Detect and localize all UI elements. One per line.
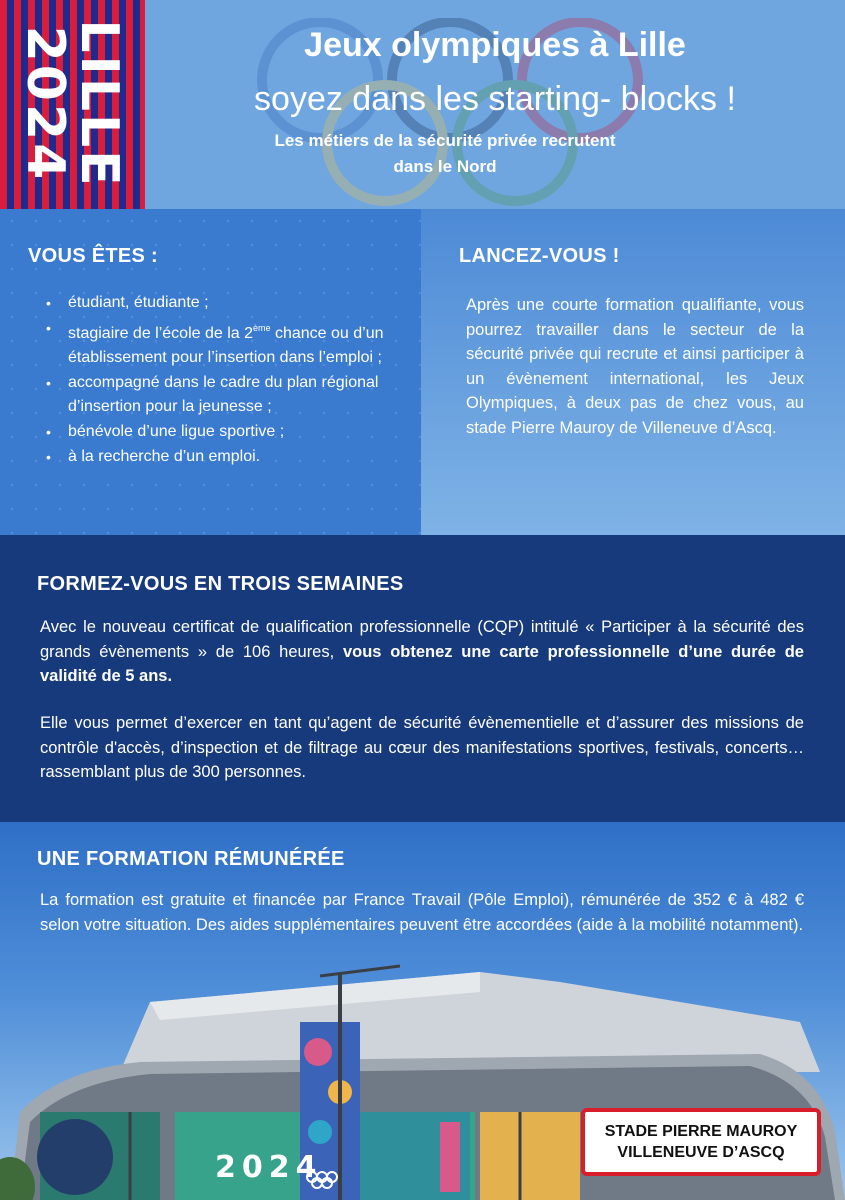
header-banner bbox=[0, 0, 845, 209]
list-item: • étudiant, étudiante ; bbox=[46, 291, 406, 315]
vous-etes-title: VOUS ÊTES : bbox=[28, 245, 158, 267]
stadium-banner-text: 2024 bbox=[215, 1150, 323, 1185]
lancez-vous-title: LANCEZ-VOUS ! bbox=[459, 245, 620, 267]
list-item: • accompagné dans le cadre du plan régional d’insertion pour la jeunesse ; bbox=[46, 371, 406, 419]
list-item-start: stagiaire de l’école de la 2 bbox=[68, 325, 254, 342]
subtitle-line-2: dans le Nord bbox=[393, 157, 497, 176]
logo-text bbox=[15, 19, 129, 189]
formez-vous-paragraph-1 bbox=[40, 615, 804, 689]
formez-vous-section bbox=[0, 535, 845, 822]
logo-line-2: 2024 bbox=[15, 25, 75, 183]
header-subtitle bbox=[145, 128, 745, 180]
list-item-sup: ème bbox=[253, 323, 271, 333]
list-item bbox=[46, 316, 406, 370]
vous-etes-list bbox=[46, 291, 406, 470]
paragraph-normal: Avec le nouveau certificat de qualification professionnelle (CQP) intitulé « Participer à la sécurité des grands évènements » de 106 heures, bbox=[40, 618, 804, 661]
formez-vous-paragraph-2: Elle vous permet d’exercer en tant qu’agent de sécurité évènementielle et d’assurer des missions de contrôle d'accès, d’inspection et de filtrage au cœur des manifestations sportives, festivals, concerts… rassemblant plus de 300 personnes. bbox=[40, 714, 804, 781]
subtitle-line-1: Les métiers de la sécurité privée recrutent bbox=[274, 131, 616, 150]
formez-vous-title: FORMEZ-VOUS EN TROIS SEMAINES bbox=[37, 573, 404, 595]
list-item: • à la recherche d’un emploi. bbox=[46, 445, 406, 469]
sign-line-2: VILLENEUVE D’ASCQ bbox=[617, 1144, 785, 1161]
sign-line-1: STADE PIERRE MAUROY bbox=[604, 1123, 798, 1140]
list-item-rest: chance ou d’un établissement pour l’insertion dans l’emploi ; bbox=[68, 325, 384, 366]
header-title: Jeux olympiques à Lille bbox=[304, 26, 686, 64]
lancez-vous-text: Après une courte formation qualifiante, vous pourrez travailler dans le secteur de la sécurité privée qui recrute et ainsi participer à un évènement international, les Jeux Olympiques, à deux pas de chez vous, au stade Pierre Mauroy de Villeneuve d’Ascq. bbox=[466, 296, 804, 437]
remuneree-text: La formation est gratuite et financée par France Travail (Pôle Emploi), rémunérée de 352 € à 482 € selon votre situation. Des aides supplémentaires peuvent être accordées (aide à la mobilité notamment). bbox=[40, 891, 804, 934]
vous-etes-panel bbox=[0, 209, 421, 535]
lancez-vous-panel bbox=[421, 209, 845, 535]
remuneree-title: UNE FORMATION RÉMUNÉRÉE bbox=[37, 848, 345, 870]
stadium-sign bbox=[581, 1108, 821, 1176]
lille-2024-logo bbox=[0, 0, 145, 209]
logo-line-1: LILLE bbox=[69, 19, 129, 189]
paragraph-bold: vous obtenez une carte professionnelle d’une durée de validité de 5 ans. bbox=[40, 642, 804, 685]
list-item: • bénévole d’une ligue sportive ; bbox=[46, 420, 406, 444]
header-tagline: soyez dans les starting- blocks ! bbox=[254, 80, 736, 118]
